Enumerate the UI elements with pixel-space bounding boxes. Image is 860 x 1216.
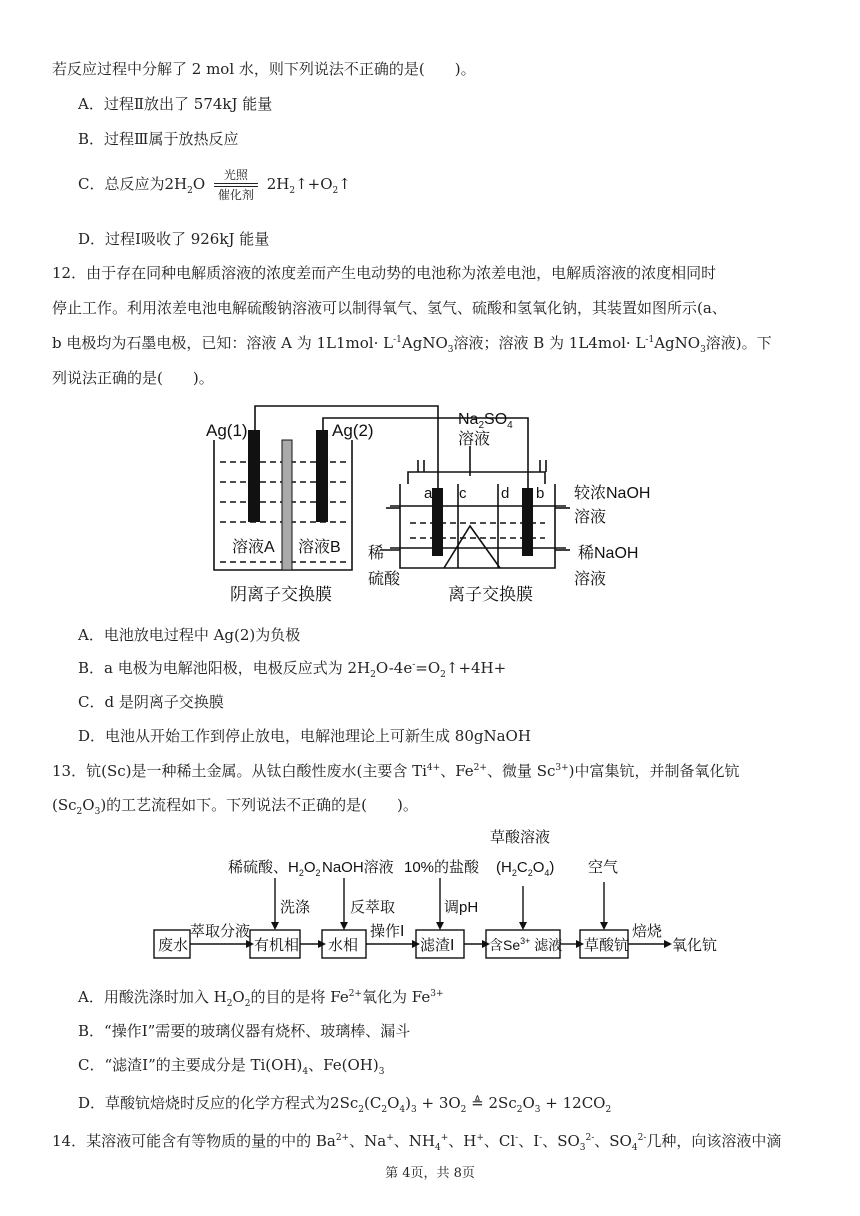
label-concentrated-naoh: 较浓NaOH (574, 485, 651, 502)
label-dilute-naoh: 稀NaOH (578, 545, 639, 562)
label-anion-membrane: 阴离子交换膜 (230, 585, 332, 604)
label-solution-a: 溶液A (232, 539, 275, 556)
label-dilute-naoh-solution: 溶液 (574, 571, 607, 588)
q12-line1: 12．由于存在同种电解质溶液的浓度差而产生电动势的电池称为浓差电池，电解质溶液的浓度相同时 (52, 264, 717, 282)
page-footer: 第 4页，共 8页 (385, 1166, 475, 1181)
q12-line2: 停止工作。利用浓差电池电解硫酸钠溶液可以制得氧气、氢气、硫酸和氢氧化钠，其装置如图所示(a、 (52, 299, 727, 317)
reagent-acid-h2o2: 稀硫酸、$H_2O_2$ (228, 859, 321, 878)
q12-l3d: 溶液)。下 (705, 334, 772, 352)
q13-d2: 2Sc (330, 1094, 359, 1112)
box-organic: 有机相 (254, 937, 300, 954)
box-wastewater: 废水 (158, 937, 189, 954)
label-sulfuric-acid: 硫酸 (368, 571, 401, 588)
q11-stem: 若反应过程中分解了 2 mol 水，则下列说法不正确的是( )。 (52, 60, 476, 78)
label-ion-membrane: 离子交换膜 (448, 585, 533, 604)
q11-option-a: A．过程Ⅱ放出了 574kJ 能量 (78, 95, 273, 113)
q13-l1b: 、Fe (440, 762, 474, 780)
q12-l3a: b 电极均为石墨电极，已知：溶液 A 为 1L1mol· L (52, 334, 394, 352)
q11-option-d: D．过程Ⅰ吸收了 926kJ 能量 (78, 230, 270, 248)
step-wash: 洗涤 (280, 899, 311, 916)
concentration-cell-diagram (200, 398, 670, 610)
q13-a3: 的目的是将 Fe (250, 988, 349, 1006)
reagent-naoh: NaOH溶液 (322, 859, 394, 876)
q13-l2a: (Sc (52, 796, 77, 814)
q14-line1: 14．某溶液可能含有等物质的量的中的 $Ba^{2+}$、Na+、$NH_4^+$、H+、Cl-、I-、$SO_3^{2-}$、$SO_4^{2-}$几种，向该溶液中滴 (52, 1132, 782, 1153)
q12-line4: 列说法正确的是( )。 (52, 369, 214, 387)
label-a: a (424, 485, 433, 502)
box-scandium-oxalate: 草酸钪 (584, 937, 630, 954)
product-scandium-oxide: 氧化钪 (672, 937, 718, 954)
box-aqueous: 水相 (328, 937, 359, 954)
box-filtrate: 含$Se^{3+}$ 滤液 (489, 936, 563, 953)
q13-d7: ≜ 2Sc (466, 1094, 517, 1112)
label-ag2: Ag(2) (332, 421, 374, 440)
q13-line1: 13．钪(Sc)是一种稀土金属。从钛白酸性废水(主要含 $Ti^{4+}$、$Fe^{2+}$、微量 $Sc^{3+}$)中富集钪，并制备氧化钪 (52, 762, 740, 780)
cond-bottom: 催化剂 (217, 188, 254, 202)
q11-c-rhs: 2H (266, 175, 290, 193)
label-solution-b: 溶液B (298, 539, 341, 556)
q13-a1: A．用酸洗涤时加入 H (78, 988, 227, 1006)
q13-option-b: B．“操作Ⅰ”需要的玻璃仪器有烧杯、玻璃棒、漏斗 (78, 1022, 411, 1040)
q13-d4: O (387, 1094, 400, 1112)
q13-l2b: O (82, 796, 95, 814)
label-c: c (459, 485, 467, 502)
step-roast: 焙烧 (632, 923, 663, 940)
q13-option-c: C．“滤渣Ⅰ”的主要成分是 $Ti(OH)_4$、$Fe(OH)_3$ (78, 1056, 385, 1077)
box-residue: 滤渣Ⅰ (420, 937, 455, 954)
q12-option-a: A．电池放电过程中 Ag(2)为负极 (78, 626, 301, 644)
label-ag1: Ag(1) (206, 421, 248, 440)
q14-l1e: 、Cl (483, 1132, 516, 1150)
cond-top: 光照 (223, 168, 248, 182)
q13-d1: D．草酸钪焙烧时反应的化学方程式为 (78, 1094, 331, 1112)
label-dilute: 稀 (368, 545, 385, 562)
q12-option-c: C．d 是阴离子交换膜 (78, 693, 224, 711)
q13-l2c: )的工艺流程如下。下列说法不正确的是( )。 (100, 796, 418, 814)
q14-l1b: 、Na (349, 1132, 387, 1150)
q13-d9: + 12CO (540, 1094, 606, 1112)
label-concentrated-naoh-solution: 溶液 (574, 509, 607, 526)
reagent-air: 空气 (588, 859, 619, 876)
step-back-extract: 反萃取 (350, 899, 396, 916)
q11-c-prefix: C．总反应为 (78, 175, 165, 193)
reagent-oxalic-formula: $(H_2C_2O_4)$ (496, 859, 555, 878)
q14-l1f: 、I (518, 1132, 540, 1150)
q13-d8: O (522, 1094, 535, 1112)
q11-c-lhs: 2H (164, 175, 188, 193)
q13-l1d: )中富集钪，并制备氧化钪 (568, 762, 740, 780)
q14-l1i: 几种，向该溶液中滴 (646, 1132, 782, 1150)
q14-l1g: 、SO (542, 1132, 580, 1150)
q13-c1: C．“滤渣Ⅰ”的主要成分是 Ti(OH) (78, 1056, 303, 1074)
q14-l1a: 14．某溶液可能含有等物质的量的中的 Ba (52, 1132, 336, 1150)
q12-b3: =O (415, 659, 441, 677)
q11-option-b: B．过程Ⅲ属于放热反应 (78, 130, 239, 148)
q13-l1c: 、微量 Sc (486, 762, 556, 780)
q12-b4: ↑+4H+ (445, 659, 507, 677)
q13-d5: ) (405, 1094, 411, 1112)
q13-a4: 氧化为 Fe (361, 988, 431, 1006)
q12-line3: b 电极均为石墨电极，已知：溶液 A 为 $1L1mol\cdot L^{-1}AgNO_3$溶液；溶液 B 为 $1L4mol\cdot L^{-1}AgNO_3$溶液)。下 (52, 334, 772, 355)
q13-c2: 、Fe(OH) (308, 1056, 379, 1074)
q13-l1a: 13．钪(Sc)是一种稀土金属。从钛白酸性废水(主要含 Ti (52, 762, 427, 780)
q12-option-b: B．a 电极为电解池阳极，电极反应式为 $2H_2O-4e^-=O_2↑+4H+$ (78, 659, 507, 680)
q12-b2: O-4e (375, 659, 413, 677)
label-d: d (501, 485, 510, 502)
step-adjust-ph: 调pH (444, 899, 479, 916)
q13-option-d: D．草酸钪焙烧时反应的化学方程式为$2Sc_2(C_2O_4)_3 + 3O_2$ ≜ $2Sc_2O_3 + 12CO_2$ (78, 1094, 612, 1115)
reagent-oxalic: 草酸溶液 (490, 829, 551, 846)
q12-l3c: 溶液；溶液 B 为 1L4mol· L (453, 334, 646, 352)
label-na2so4-solution: 溶液 (458, 431, 491, 448)
q12-b1: B．a 电极为电解池阳极，电极反应式为 2H (78, 659, 371, 677)
q14-l1h: 、SO (594, 1132, 632, 1150)
step-extract: 萃取分液 (190, 923, 251, 940)
q13-line2: $(Sc_2O_3)$的工艺流程如下。下列说法不正确的是( )。 (52, 796, 418, 817)
reaction-condition (214, 168, 258, 202)
q13-a2: O (232, 988, 245, 1006)
step-operation-1: 操作Ⅰ (370, 923, 405, 940)
q12-l3b: AgNO (401, 334, 448, 352)
q13-d6: + 3O (416, 1094, 461, 1112)
label-na2so4: $Na_2SO_4$ (458, 411, 513, 431)
q14-l1d: 、H (448, 1132, 477, 1150)
q13-d3: (C (364, 1094, 382, 1112)
label-b: b (536, 485, 545, 502)
q14-l1c: 、NH (393, 1132, 435, 1150)
scandium-process-flowchart (150, 820, 720, 970)
q11-option-c: C．总反应为$2H_2O$ $\frac{\text{光照}}{\text{催化剂}}$ $2H_2↑+O_2↑$ (78, 168, 351, 202)
q13-option-a: A．用酸洗涤时加入 $H_2O_2$的目的是将 $Fe^{2+}$氧化为 $Fe^{3+}$ (78, 988, 444, 1009)
reagent-hcl: 10%的盐酸 (404, 859, 480, 876)
q12-option-d: D．电池从开始工作到停止放电，电解池理论上可新生成 80gNaOH (78, 727, 531, 745)
